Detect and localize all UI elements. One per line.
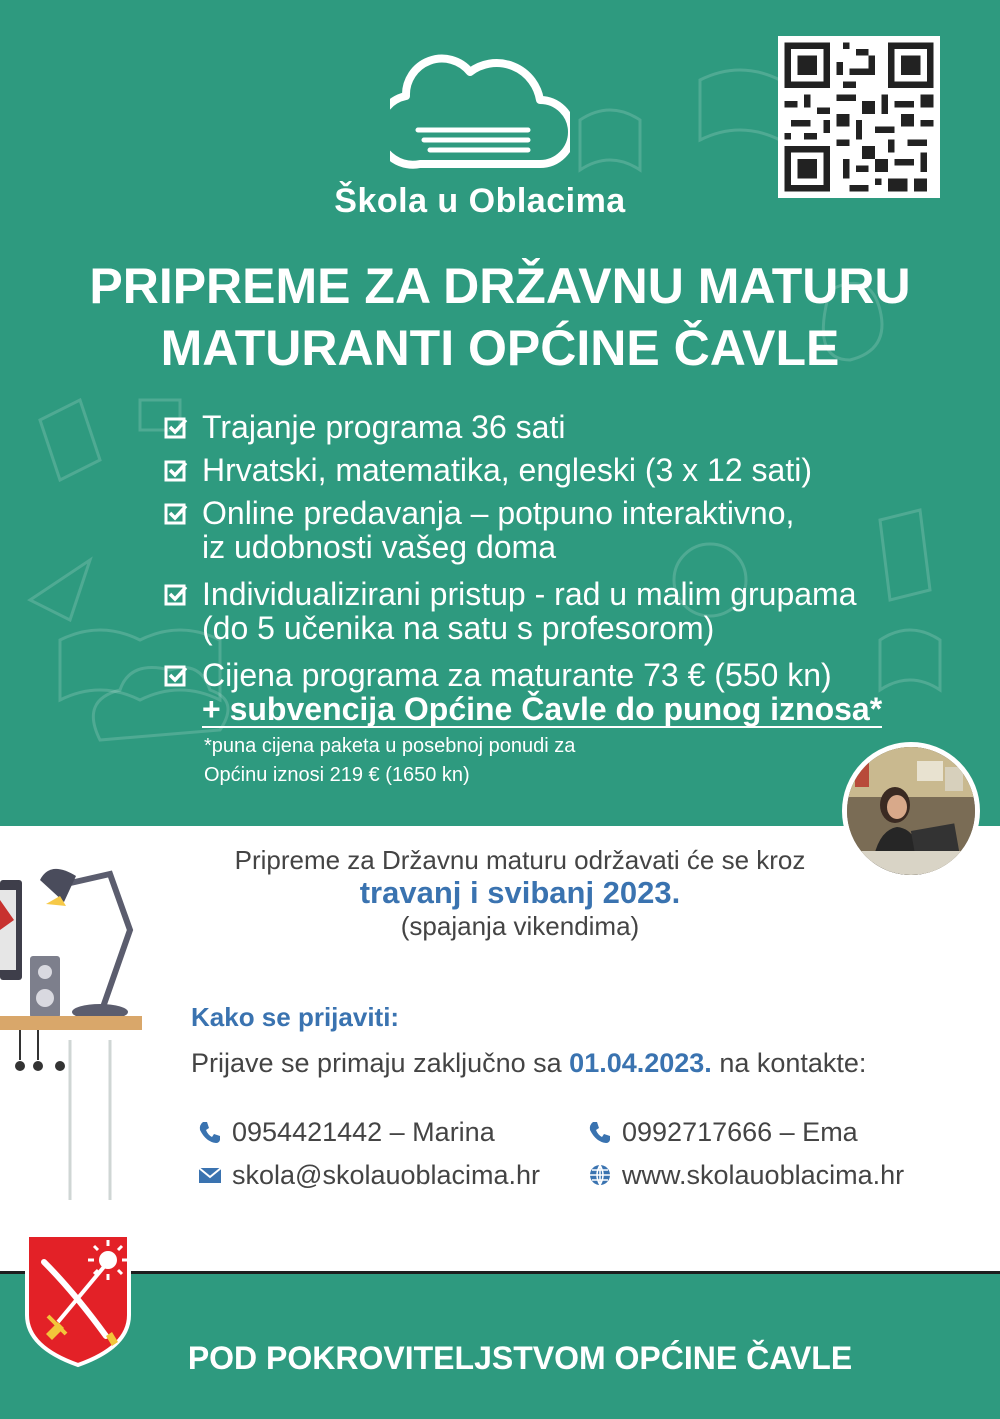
feature-text-continued: (do 5 učenika na satu s profesorom)	[202, 610, 715, 646]
feature-text: Online predavanja – potpuno interaktivno,	[202, 495, 795, 531]
feature-item	[160, 410, 565, 444]
checkbox-checked-icon	[164, 459, 188, 483]
footnote-line-2: Općinu iznosi 219 € (1650 kn)	[204, 764, 470, 786]
contact-website-text[interactable]: www.skolauoblacima.hr	[622, 1160, 905, 1190]
headline-line-1: PRIPREME ZA DRŽAVNU MATURU	[89, 258, 911, 314]
apply-title: Kako se prijaviti:	[191, 1002, 400, 1032]
phone-icon	[198, 1120, 222, 1144]
feature-text: Trajanje programa 36 sati	[202, 409, 566, 445]
brand-name: Škola u Oblacima	[334, 182, 626, 220]
contact-email[interactable]	[198, 1159, 540, 1191]
desk-lamp-illustration	[0, 860, 150, 1200]
deadline-suffix: na kontakte:	[711, 1048, 867, 1078]
feature-text: Individualizirani pristup - rad u malim grupama	[202, 576, 857, 612]
phone-icon	[588, 1120, 612, 1144]
globe-icon	[588, 1163, 612, 1187]
feature-item	[160, 577, 857, 645]
feature-text-continued: iz udobnosti vašeg doma	[202, 529, 556, 565]
contact-email-text[interactable]: skola@skolauoblacima.hr	[232, 1160, 541, 1190]
cloud-book-icon	[390, 52, 570, 172]
student-at-desk-illustration	[847, 747, 975, 875]
contact-website[interactable]	[588, 1159, 904, 1191]
schedule-line-1: Pripreme za Državnu maturu održavati će se kroz	[234, 845, 806, 875]
envelope-icon	[198, 1163, 222, 1187]
schedule-info	[150, 844, 890, 942]
feature-item	[160, 453, 812, 487]
checkbox-checked-icon	[164, 416, 188, 440]
deadline-prefix: Prijave se primaju zaključno sa	[191, 1048, 570, 1078]
headline-line-2: MATURANTI OPĆINE ČAVLE	[160, 320, 840, 376]
checkbox-checked-icon	[164, 502, 188, 526]
contact-phone-text[interactable]: 0954421442 – Marina	[232, 1117, 495, 1147]
deadline-date: 01.04.2023.	[569, 1048, 712, 1078]
footnote-line-1: *puna cijena paketa u posebnoj ponudi za	[204, 735, 576, 757]
subsidy-text: + subvencija Općine Čavle do punog iznosa*	[202, 691, 883, 727]
coat-of-arms-icon	[24, 1232, 132, 1368]
schedule-line-3: (spajanja vikendima)	[400, 911, 640, 941]
feature-item	[160, 658, 882, 728]
contact-phone-marina[interactable]	[198, 1116, 495, 1148]
checkbox-checked-icon	[164, 583, 188, 607]
checkbox-checked-icon	[164, 664, 188, 688]
student-photo	[842, 742, 980, 880]
schedule-highlight: travanj i svibanj 2023.	[359, 875, 681, 910]
contact-phone-text[interactable]: 0992717666 – Ema	[622, 1117, 858, 1147]
apply-deadline	[191, 1048, 866, 1079]
qr-code-icon[interactable]	[778, 36, 940, 198]
footer-sponsor-text: POD POKROVITELJSTVOM OPĆINE ČAVLE	[187, 1340, 853, 1376]
footer-banner	[0, 1271, 1000, 1419]
feature-text: Cijena programa za maturante 73 € (550 kn)	[202, 657, 832, 693]
price-footnote	[204, 732, 704, 790]
contact-phone-ema[interactable]	[588, 1116, 858, 1148]
feature-text: Hrvatski, matematika, engleski (3 x 12 sati)	[202, 452, 812, 488]
feature-item	[160, 496, 794, 564]
